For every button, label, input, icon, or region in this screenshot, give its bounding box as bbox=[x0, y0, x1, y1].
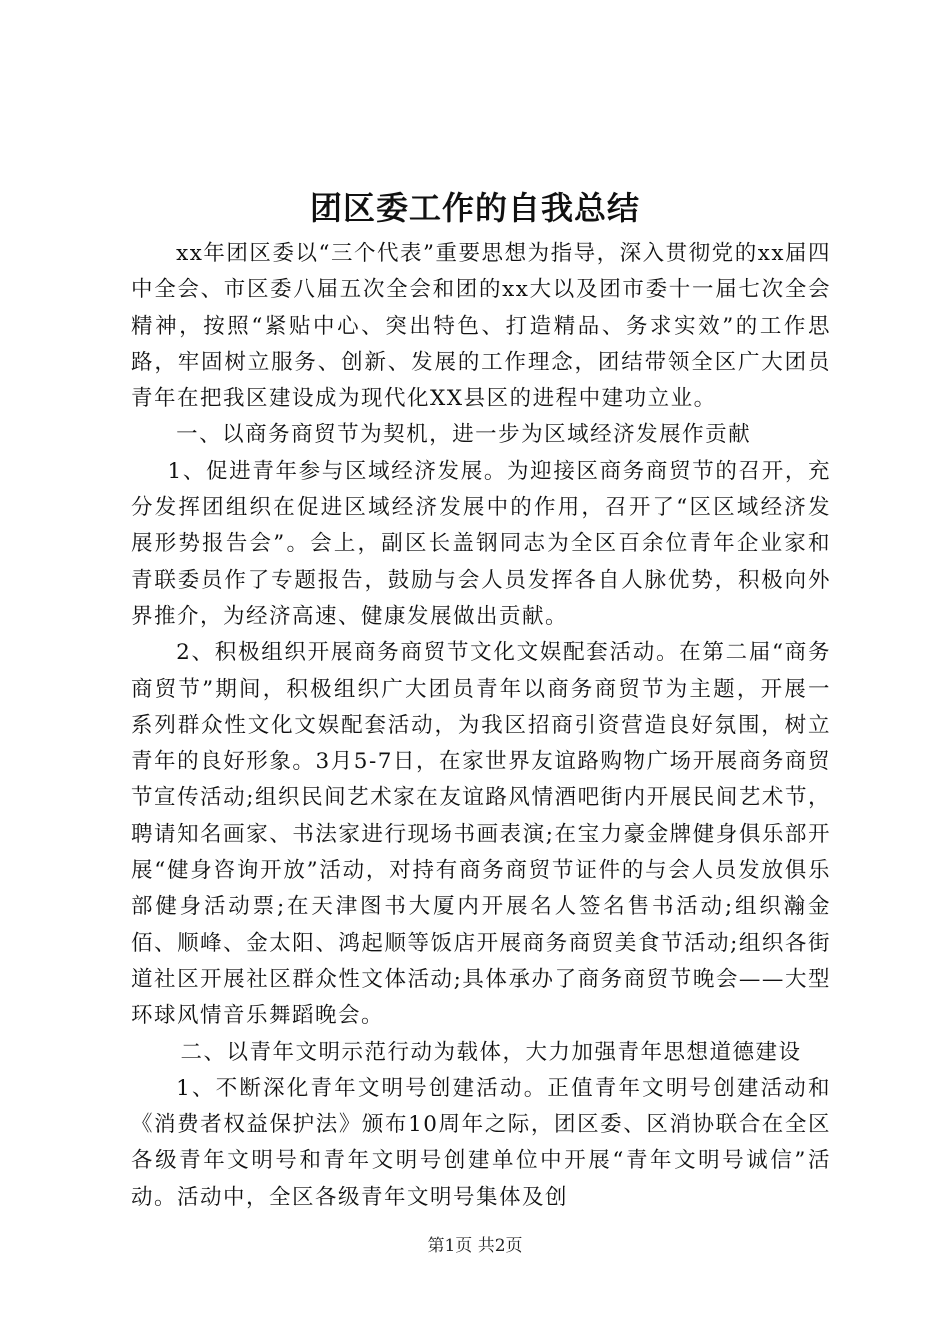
page-number-footer: 第1页 共2页 bbox=[427, 1236, 523, 1256]
document-title: 团区委工作的自我总结 bbox=[309, 189, 640, 227]
section-heading-1: 一、以商务商贸节为契机，进一步为区域经济发展作贡献 bbox=[176, 422, 752, 448]
paragraph-intro: xx年团区委以“三个代表”重要思想为指导，深入贯彻党的xx届四中全会、市区委八届五次全会和团的xx大以及团市委十一届七次全会精神，按照“紧贴中心、突出特色、打造精品、务求实效”的工作思路，牢固树立服务、创新、发展的工作理念，团结带领全区广大团员青年在把我区建设成为现代化XX县区的进程中建功立业。 bbox=[131, 241, 831, 412]
section-heading-2: 二、以青年文明示范行动为载体，大力加强青年思想道德建设 bbox=[180, 1039, 802, 1065]
document-body bbox=[131, 236, 831, 1216]
paragraph-1-1: 1、促进青年参与区域经济发展。为迎接区商务商贸节的召开，充分发挥团组织在促进区域经济发展中的作用，召开了“区区域经济发展形势报告会”。会上，副区长盖钢同志为全区百余位青年企业家和青联委员作了专题报告，鼓励与会人员发挥各自人脉优势，积极向外界推介，为经济高速、健康发展做出贡献。 bbox=[131, 458, 831, 629]
paragraph-2-1: 1、不断深化青年文明号创建活动。正值青年文明号创建活动和《消费者权益保护法》颁布10周年之际，团区委、区消协联合在全区各级青年文明号和青年文明号创建单位中开展“青年文明号诚信”活动。活动中，全区各级青年文明号集体及创 bbox=[131, 1075, 831, 1210]
paragraph-1-2: 2、积极组织开展商务商贸节文化文娱配套活动。在第二届“商务商贸节”期间，积极组织广大团员青年以商务商贸节为主题，开展一系列群众性文化文娱配套活动，为我区招商引资营造良好氛围，树立青年的良好形象。3月5-7日，在家世界友谊路购物广场开展商务商贸节宣传活动;组织民间艺术家在友谊路风情酒吧街内开展民间艺术节，聘请知名画家、书法家进行现场书画表演;在宝力豪金牌健身俱乐部开展“健身咨询开放”活动，对持有商务商贸节证件的与会人员发放俱乐部健身活动票;在天津图书大厦内开展名人签名售书活动;组织瀚金佰、顺峰、金太阳、鸿起顺等饭店开展商务商贸美食节活动;组织各街道社区开展社区群众性文体活动;具体承办了商务商贸节晚会——大型环球风情音乐舞蹈晚会。 bbox=[131, 640, 831, 1029]
